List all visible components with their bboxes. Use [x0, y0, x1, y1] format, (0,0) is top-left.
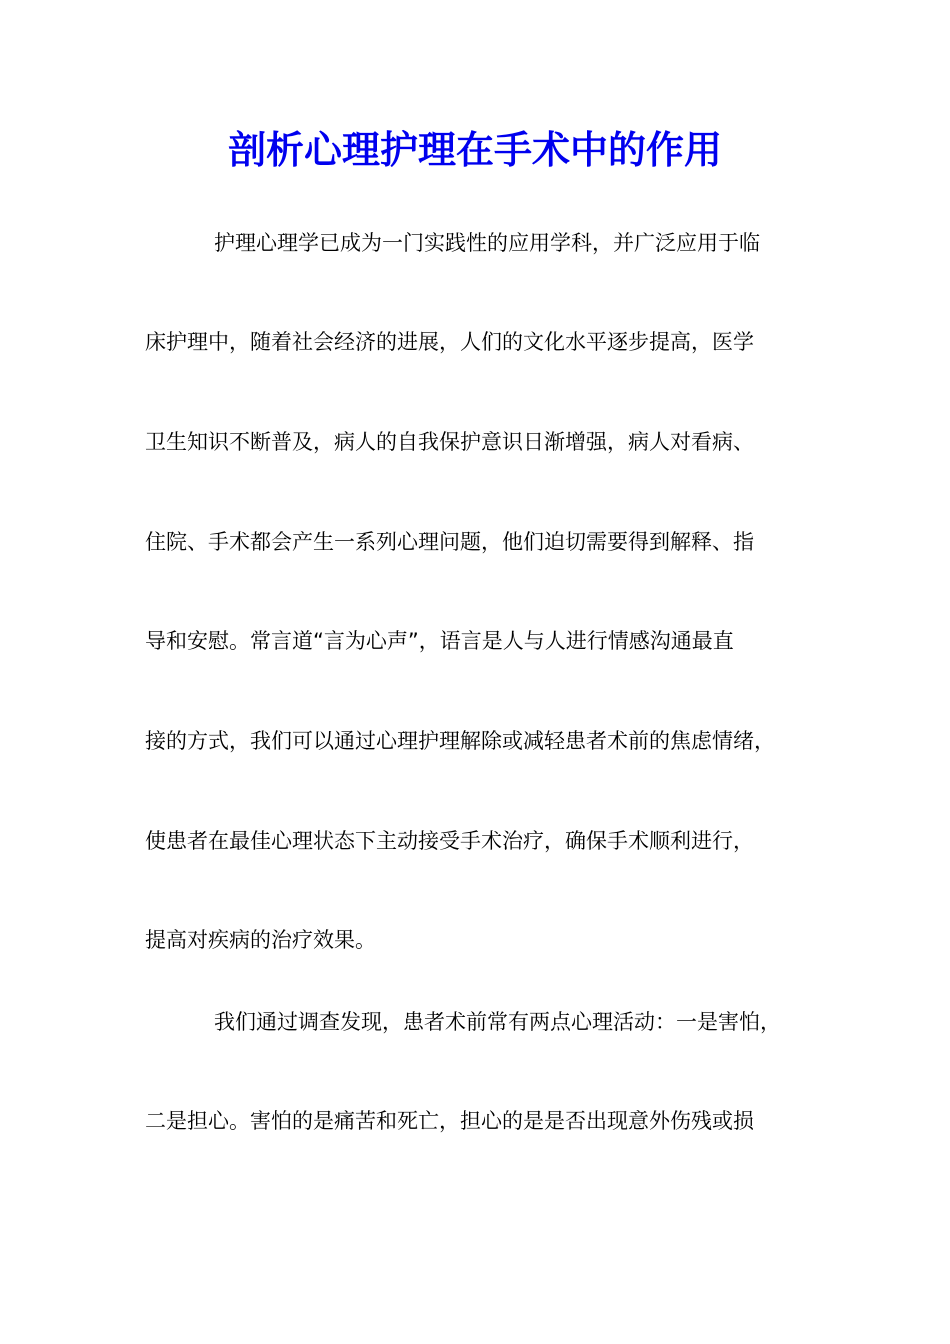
paragraph-1-line-4: 住院、手术都会产生一系列心理问题，他们迫切需要得到解释、指	[145, 530, 754, 554]
paragraph-1-line-2: 床护理中，随着社会经济的进展，人们的文化水平逐步提高，医学	[145, 330, 754, 354]
paragraph-1-line-1: 护理心理学已成为一门实践性的应用学科，并广泛应用于临	[214, 231, 760, 255]
document-title: 剖析心理护理在手术中的作用	[227, 127, 722, 172]
paragraph-1-line-6: 接的方式，我们可以通过心理护理解除或减轻患者术前的焦虑情绪，	[145, 729, 775, 753]
paragraph-2-line-1: 我们通过调查发现，患者术前常有两点心理活动：一是害怕，	[214, 1010, 781, 1034]
paragraph-1-line-3: 卫生知识不断普及，病人的自我保护意识日渐增强，病人对看病、	[145, 430, 754, 454]
paragraph-1-line-7: 使患者在最佳心理状态下主动接受手术治疗，确保手术顺利进行，	[145, 829, 754, 853]
paragraph-1-line-8: 提高对疾病的治疗效果。	[145, 928, 376, 952]
paragraph-1-line-5: 导和安慰。常言道“言为心声”，语言是人与人进行情感沟通最直	[145, 629, 734, 653]
paragraph-2-line-2: 二是担心。害怕的是痛苦和死亡，担心的是是否出现意外伤残或损	[145, 1109, 754, 1133]
